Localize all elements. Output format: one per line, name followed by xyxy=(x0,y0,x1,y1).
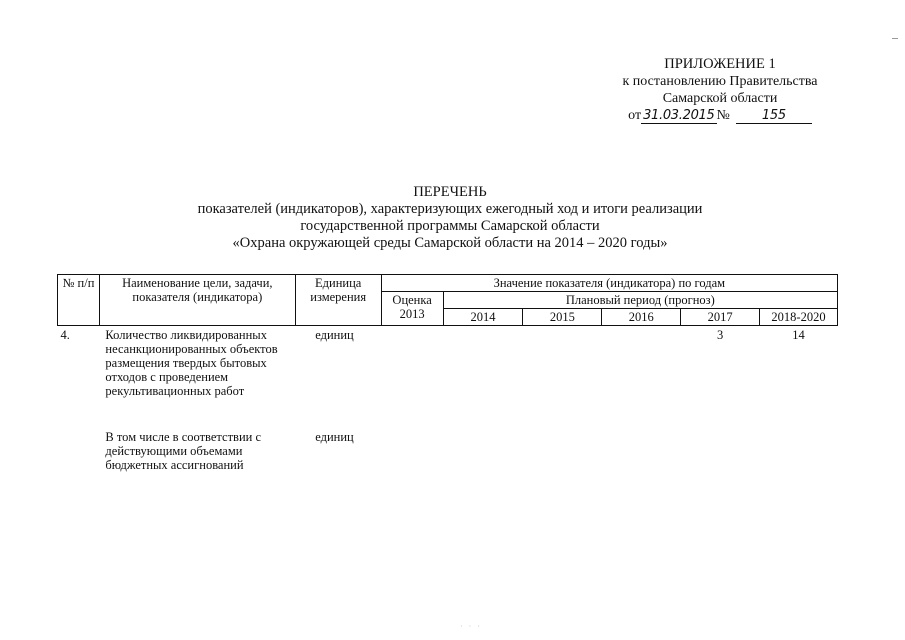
row-value xyxy=(523,428,602,474)
document-subtitle-line-1: показателей (индикаторов), характеризующих ежегодный ход и итоги реализации xyxy=(197,201,703,217)
handwritten-number: 155 xyxy=(736,109,812,124)
row-value xyxy=(602,428,681,474)
row-spacer xyxy=(58,400,838,428)
header-year: 2015 xyxy=(523,309,602,326)
table-header xyxy=(58,275,838,326)
header-num: № п/п xyxy=(58,275,100,326)
row-value: 3 xyxy=(716,328,724,342)
row-value xyxy=(443,428,523,474)
document-subtitle-line-2: государственной программы Самарской области xyxy=(300,218,600,234)
row-value xyxy=(681,428,760,474)
header-year: 2014 xyxy=(443,309,523,326)
header-planned: Плановый период (прогноз) xyxy=(443,292,837,309)
handwritten-date: 31.03.2015 xyxy=(643,108,715,123)
row-value: 14 xyxy=(792,328,805,342)
row-unit: единиц xyxy=(315,430,354,444)
appendix-block xyxy=(600,56,840,124)
header-year: 2018-2020 xyxy=(760,309,838,326)
header-year: 2016 xyxy=(602,309,681,326)
row-name: В том числе в соответствии с действующими объемами бюджетных ассигнований xyxy=(105,430,261,472)
table-row xyxy=(58,326,838,401)
table-row xyxy=(58,428,838,474)
header-unit: Единица измерения xyxy=(295,275,381,326)
row-value xyxy=(760,428,838,474)
document-title-block xyxy=(140,184,760,252)
row-unit: единиц xyxy=(315,328,354,342)
row-num: 4. xyxy=(60,328,70,342)
document-title: ПЕРЕЧЕНЬ xyxy=(413,184,487,200)
row-estimate xyxy=(381,428,443,474)
appendix-title: ПРИЛОЖЕНИЕ 1 xyxy=(664,56,776,72)
row-value xyxy=(523,326,602,401)
indicators-table xyxy=(57,274,838,474)
appendix-date-line xyxy=(600,107,840,124)
row-name: Количество ликвидированных несанкционированных объектов размещения твердых бытовых отходов с проведением рекультивационных работ xyxy=(105,328,278,398)
table-body xyxy=(58,326,838,475)
scan-footer-mark: · · · xyxy=(460,622,482,631)
header-name: Наименование цели, задачи, показателя (индикатора) xyxy=(99,275,295,326)
number-label: № xyxy=(716,108,730,123)
header-estimate: Оценка 2013 xyxy=(381,292,443,326)
row-estimate xyxy=(381,326,443,401)
row-value xyxy=(443,326,523,401)
date-prefix: от xyxy=(628,108,642,123)
header-values-group: Значение показателя (индикатора) по годам xyxy=(381,275,837,292)
row-value xyxy=(602,326,681,401)
document-subtitle-line-3: «Охрана окружающей среды Самарской области на 2014 – 2020 годы» xyxy=(232,235,668,251)
scan-edge-mark xyxy=(892,38,898,39)
appendix-decree-line: к постановлению Правительства xyxy=(622,74,818,89)
header-year: 2017 xyxy=(681,309,760,326)
row-num xyxy=(58,428,100,474)
appendix-region-line: Самарской области xyxy=(662,91,778,106)
